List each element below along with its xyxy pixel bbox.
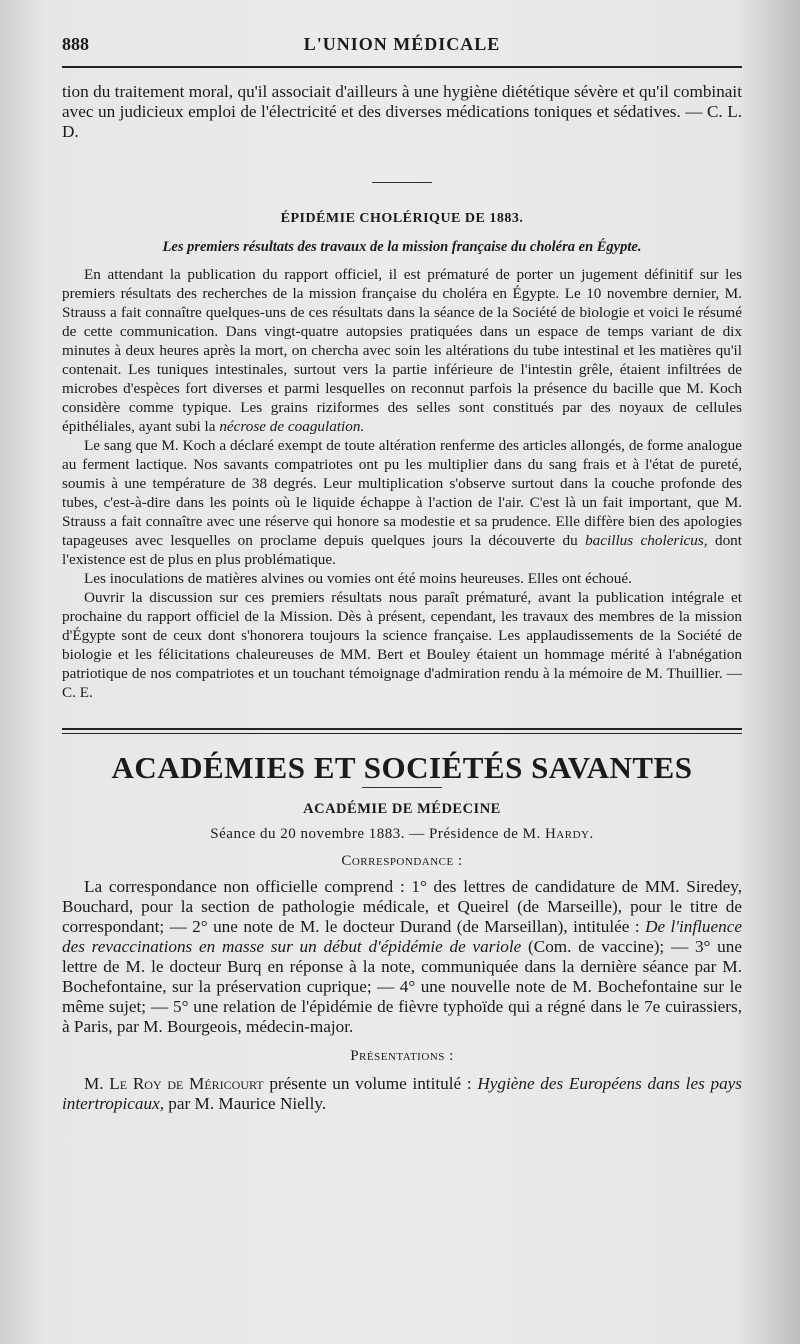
epidemic-paragraph-4: Ouvrir la discussion sur ces premiers résultats nous paraît prématuré, avant la publication intégrale et prochaine du rapport officiel de la Mission. Dès à présent, cependant, les travaux des membres de la mission d'Égypte sont de ceux dont s'honorera toujours la science française. Les applaudissements de la Société de biologie et les félicitations chaleureuses de MM. Bert et Bouley étaient un hommage mérité à l'abnégation patriotique de nos compatriotes et un touchant témoignage d'admiration rendu à la mémoire de M. Thuillier. — C. E. xyxy=(62,589,742,701)
session-line: Séance du 20 novembre 1883. — Présidence de M. Hardy. xyxy=(210,826,594,842)
correspondance-heading: Correspondance : xyxy=(341,853,463,869)
journal-title: L'UNION MÉDICALE xyxy=(303,34,501,54)
italic-book-title: Hygiène des Européens dans les pays intertropicaux, xyxy=(62,1074,742,1113)
page-content xyxy=(62,32,742,1114)
page-number: 888 xyxy=(62,34,89,54)
presentations-paragraph: M. Le Roy de Méricourt présente un volume intitulé : Hygiène des Européens dans les pays intertropicaux, par M. Maurice Nielly. xyxy=(62,1074,742,1113)
italic-title: De l'influence des revaccinations en masse sur un début d'épidémie de variole xyxy=(62,917,742,956)
correspondance-paragraph: La correspondance non officielle comprend : 1° des lettres de candidature de MM. Siredey, Bouchard, pour la section de pathologie médicale, et Queirel (de Marseille), pour le titre de correspondant; — 2° une note de M. le docteur Durand (de Marseillan), intitulée : De l'influence des revaccinations en masse sur un début d'épidémie de variole (Com. de vaccine); — 3° une lettre de M. le docteur Burq en réponse à la note, communiquée dans la dernière séance par M. Bochefontaine, sur la préservation cuprique; — 4° une nouvelle note de M. Bochefontaine sur le même sujet; — 5° une relation de l'épidémie de fièvre typhoïde qui a régné dans le 7e cuirassiers, à Paris, par M. Bourgeois, médecin-major. xyxy=(62,877,743,1036)
intro-paragraph: tion du traitement moral, qu'il associait d'ailleurs à une hygiène diététique sévère et qu'il combinait avec un judicieux emploi de l'électricité et des diverses médications toniques et sédatives. — C. L. D. xyxy=(62,82,742,141)
epidemic-paragraph-1: En attendant la publication du rapport officiel, il est prématuré de porter un jugement définitif sur les premiers résultats des recherches de la mission française du choléra en Égypte. Le 10 novembre dernier, M. Strauss a fait connaître quelques-uns de ces résultats dans la séance de la Société de biologie et voici le résumé de cette communication. Dans vingt-quatre autopsies pratiquées dans un espace de temps variant de dix minutes à deux heures après la mort, on chercha avec soin les altérations du tube intestinal et les matières qu'il contenait. Les tuniques intestinales, surtout vers la partie inférieure de l'intestin grêle, étaient infiltrées de microbes d'espèces fort diverses et parmi lesquelles on reconnut parfois la présence du bacille que M. Koch considère comme typique. Les grains riziformes des selles sont constitués par des noyaux de cellules épithéliales, ayant subi la nécrose de coagulation. xyxy=(62,266,742,435)
academies-title: ACADÉMIES ET SOCIÉTÉS SAVANTES xyxy=(111,750,693,785)
presentations-heading: Présentations : xyxy=(350,1048,454,1064)
italic-term: nécrose de coagulation. xyxy=(219,418,365,435)
running-head xyxy=(62,32,742,60)
academy-name: ACADÉMIE DE MÉDECINE xyxy=(303,801,501,817)
italic-term: bacillus cholericus, xyxy=(585,532,708,549)
header-rule xyxy=(62,66,742,68)
epidemic-paragraph-3: Les inoculations de matières alvines ou vomies ont été moins heureuses. Elles ont échoué. xyxy=(84,570,632,587)
epidemic-subheading: Les premiers résultats des travaux de la mission française du choléra en Égypte. xyxy=(162,239,642,255)
epidemic-heading: ÉPIDÉMIE CHOLÉRIQUE DE 1883. xyxy=(280,211,524,226)
epidemic-paragraph-2: Le sang que M. Koch a déclaré exempt de toute altération renferme des articles allongés, de forme analogue au ferment lactique. Nos savants compatriotes ont pu les multiplier dans du sang frais et à l'état de pureté, soumis à une température de 38 degrés. Leur multiplication s'observe surtout dans la couche profonde des tubes, c'est-à-dire dans les points où le liquide échappe à l'action de l'air. C'est là un fait important, que M. Strauss a fait connaître avec une réserve qui honore sa modestie et sa prudence. Elle diffère bien des apologies tapageuses avec lesquelles on proclame depuis quelques jours la découverte du bacillus cholericus, dont l'existence est de plus en plus problématique. xyxy=(62,437,742,568)
